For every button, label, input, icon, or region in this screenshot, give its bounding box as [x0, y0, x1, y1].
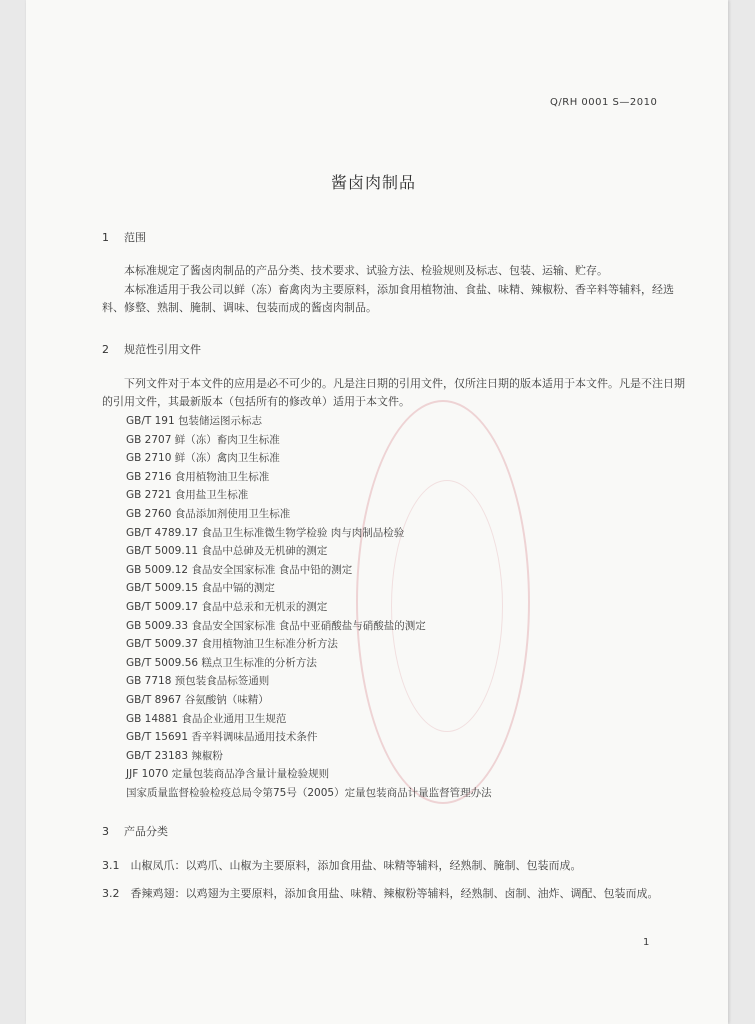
document-page: [26, 0, 728, 1024]
reference-item: GB 14881 食品企业通用卫生规范: [126, 712, 287, 725]
reference-item: GB/T 23183 辣椒粉: [126, 749, 223, 762]
reference-item: GB 2760 食品添加剂使用卫生标准: [126, 507, 291, 520]
scope-paragraph-2: 本标准适用于我公司以鲜（冻）畜禽肉为主要原料，添加食用植物油、食盐、味精、辣椒粉、香辛料等辅料，经选料、修整、熟制、腌制、调味、包装而成的酱卤肉制品。: [102, 283, 674, 314]
section-number: 1: [102, 231, 109, 244]
section-number: 3: [102, 825, 109, 838]
clause-3-2: 3.2 香辣鸡翅：以鸡翅为主要原料，添加食用盐、味精、辣椒粉等辅料，经熟制、卤制、油炸、调配、包装而成。: [102, 887, 659, 900]
section-title: 规范性引用文件: [124, 343, 201, 356]
reference-item: GB/T 15691 香辛料调味品通用技术条件: [126, 731, 318, 744]
reference-item: GB/T 191 包装储运图示标志: [126, 415, 263, 427]
document-title: 酱卤肉制品: [331, 173, 417, 192]
reference-item: GB/T 5009.37 食用植物油卫生标准分析方法: [126, 638, 338, 651]
section-heading-scope: [102, 229, 146, 245]
section-heading-classification: [102, 823, 168, 839]
reference-item: GB/T 4789.17 食品卫生标准微生物学检验 肉与肉制品检验: [126, 526, 405, 539]
reference-item: 国家质量监督检验检疫总局令第75号（2005）定量包装商品计量监督管理办法: [126, 786, 492, 799]
reference-item: GB/T 5009.56 糕点卫生标准的分析方法: [126, 656, 317, 669]
clause-3-1: 3.1 山椒凤爪：以鸡爪、山椒为主要原料，添加食用盐、味精等辅料，经熟制、腌制、包装而成。: [102, 859, 582, 872]
reference-item: GB 7718 预包装食品标签通则: [126, 675, 270, 688]
reference-item: JJF 1070 定量包装商品净含量计量检验规则: [126, 768, 330, 781]
reference-item: GB 2707 鲜（冻）畜肉卫生标准: [126, 433, 280, 446]
reference-item: GB 5009.12 食品安全国家标准 食品中铅的测定: [126, 563, 353, 576]
reference-item: GB 2716 食用植物油卫生标准: [126, 470, 270, 483]
reference-item: GB 2721 食用盐卫生标准: [126, 489, 249, 502]
reference-item: GB 2710 鲜（冻）禽肉卫生标准: [126, 452, 280, 465]
references-intro: 下列文件对于本文件的应用是必不可少的。凡是注日期的引用文件，仅所注日期的版本适用于本文件。凡是不注日期的引用文件，其最新版本（包括所有的修改单）适用于本文件。: [102, 377, 685, 408]
section-title: 范围: [124, 231, 146, 244]
section-number: 2: [102, 343, 109, 356]
page-number: 1: [643, 937, 650, 948]
scope-paragraph-1: 本标准规定了酱卤肉制品的产品分类、技术要求、试验方法、检验规则及标志、包装、运输、贮存。: [124, 264, 608, 277]
section-heading-references: [102, 341, 201, 357]
document-code: Q/RH 0001 S—2010: [550, 97, 658, 108]
reference-list: [126, 412, 492, 802]
reference-item: GB/T 5009.15 食品中镉的测定: [126, 582, 275, 595]
section-title: 产品分类: [124, 825, 168, 838]
reference-item: GB 5009.33 食品安全国家标准 食品中亚硝酸盐与硝酸盐的测定: [126, 619, 426, 632]
reference-item: GB/T 5009.17 食品中总汞和无机汞的测定: [126, 600, 328, 613]
reference-item: GB/T 5009.11 食品中总砷及无机砷的测定: [126, 545, 328, 558]
reference-item: GB/T 8967 谷氨酸钠（味精）: [126, 693, 269, 706]
